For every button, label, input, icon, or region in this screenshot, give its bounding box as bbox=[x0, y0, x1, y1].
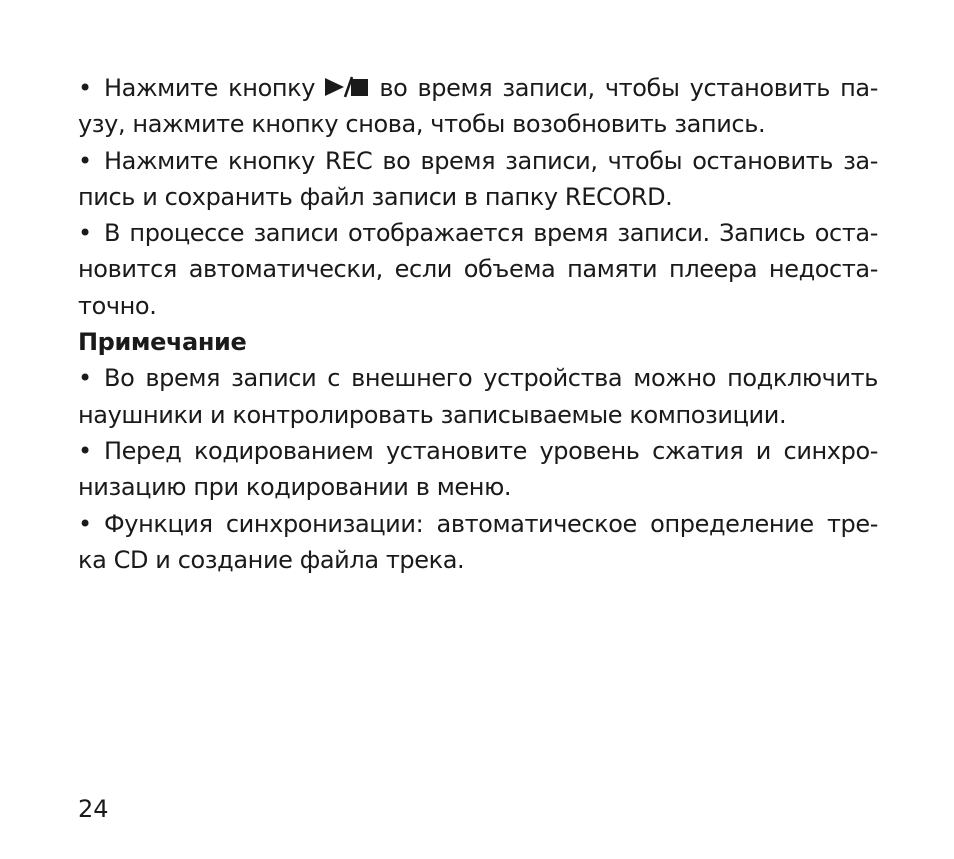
list-item-text: В процессе записи отображается время записи. Запись оста- bbox=[104, 219, 878, 248]
list-item-continuation: новится автоматически, если объема памяти плеера недоста- bbox=[78, 255, 878, 284]
page-number: 24 bbox=[78, 795, 109, 823]
list-item-continuation: точно. bbox=[78, 291, 157, 320]
list-item bbox=[78, 215, 878, 251]
bullet: • bbox=[78, 146, 92, 175]
note-item-text: Во время записи с внешнего устройства можно подключить bbox=[104, 364, 878, 393]
note-item-text: Функция синхронизации: автоматическое определение тре- bbox=[104, 509, 878, 538]
list-item bbox=[78, 70, 878, 106]
note-item bbox=[78, 433, 878, 469]
note-item bbox=[78, 506, 878, 542]
list-item-continuation: пись и сохранить файл записи в папку RECORD. bbox=[78, 182, 673, 211]
bullet: • bbox=[78, 219, 92, 248]
list-item-text: во время записи, чтобы установить па- bbox=[379, 74, 878, 102]
note-heading: Примечание bbox=[78, 328, 247, 357]
note-item-continuation: ка CD и создание файла трека. bbox=[78, 545, 465, 574]
list-item-continuation: узу, нажмите кнопку снова, чтобы возобновить запись. bbox=[78, 110, 766, 139]
bullet: • bbox=[78, 364, 92, 393]
bullet: • bbox=[78, 436, 92, 465]
bullet: • bbox=[78, 74, 92, 102]
bullet: • bbox=[78, 509, 92, 538]
page-content bbox=[78, 70, 878, 578]
list-item-text: Нажмите кнопку REC во время записи, чтобы остановить за- bbox=[104, 146, 878, 175]
play-pause-icon bbox=[325, 76, 369, 98]
note-item-continuation: наушники и контролировать записываемые композиции. bbox=[78, 400, 787, 429]
list-item-text: Нажмите кнопку bbox=[104, 74, 316, 102]
list-item bbox=[78, 143, 878, 179]
note-item bbox=[78, 360, 878, 396]
note-item-text: Перед кодированием установите уровень сжатия и синхро- bbox=[104, 436, 878, 465]
note-item-continuation: низацию при кодировании в меню. bbox=[78, 473, 512, 502]
